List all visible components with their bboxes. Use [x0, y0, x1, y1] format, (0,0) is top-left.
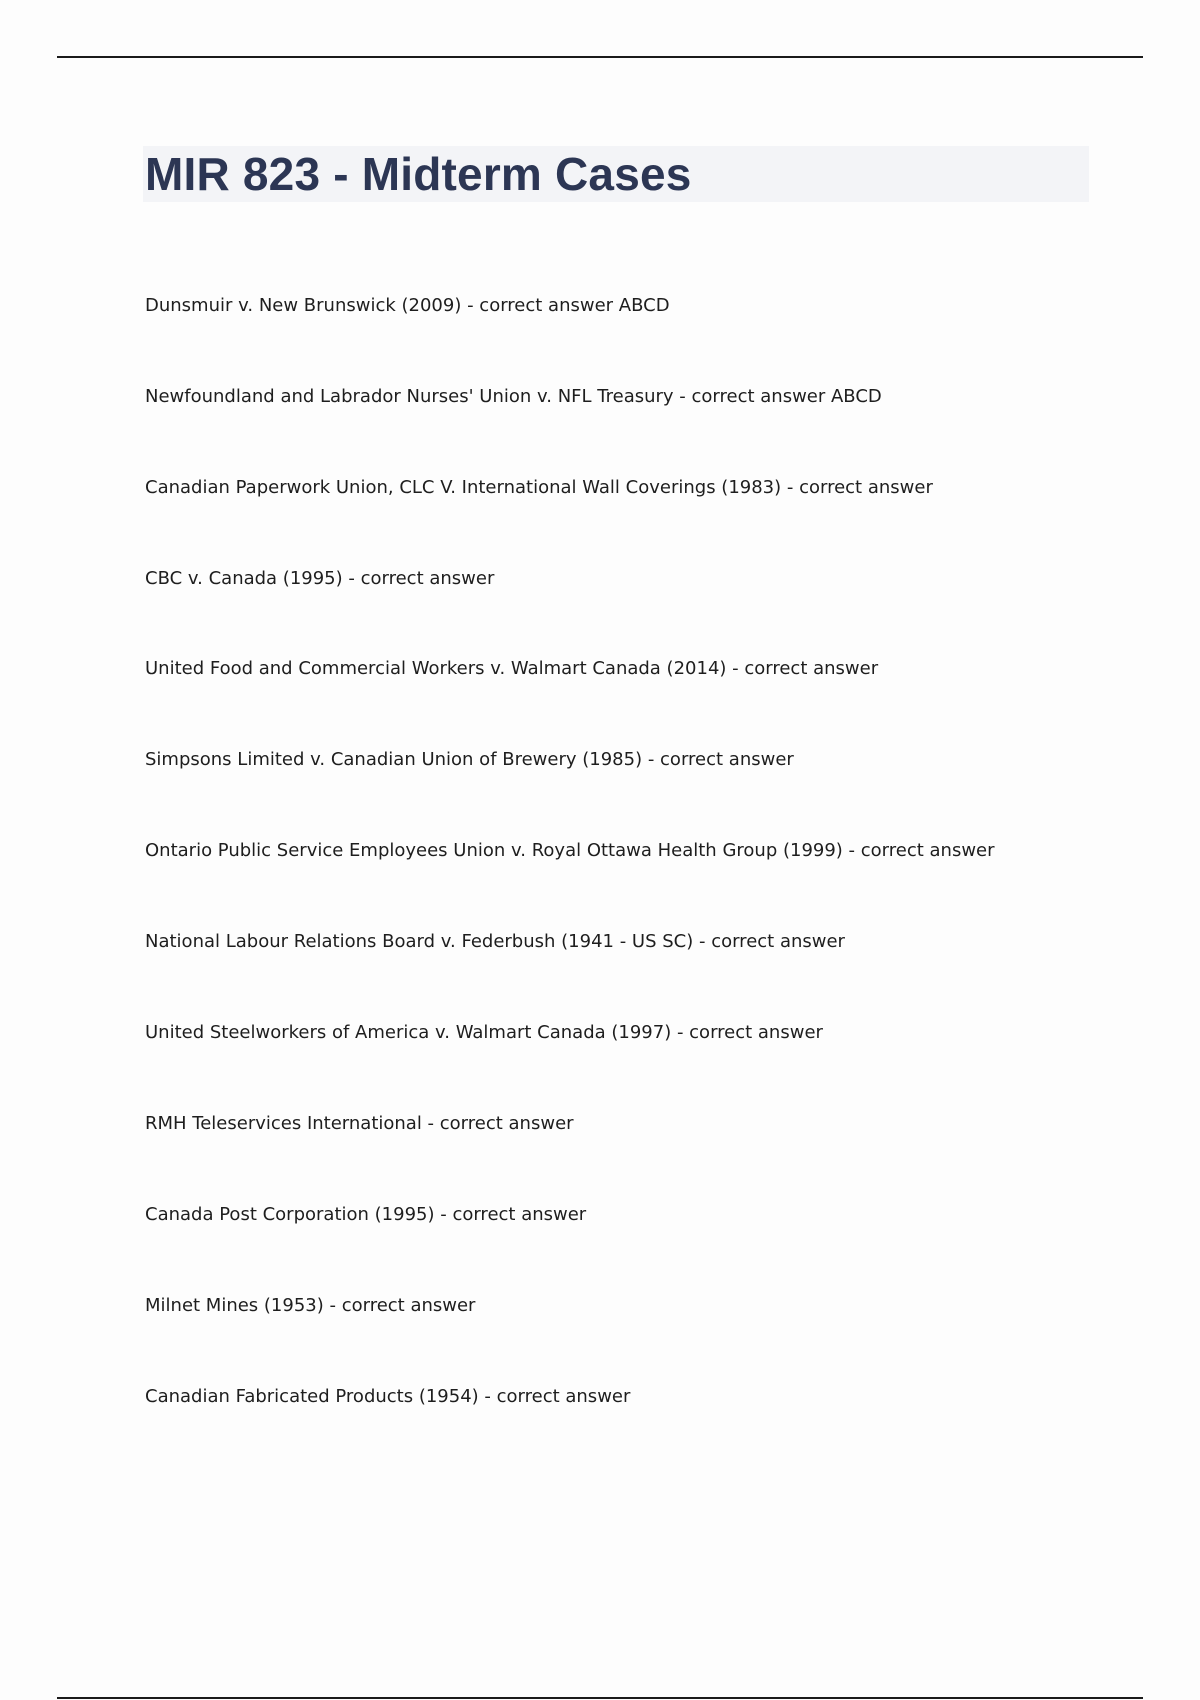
bottom-rule	[57, 1697, 1143, 1699]
list-item: Newfoundland and Labrador Nurses' Union v. NFL Treasury - correct answer ABCD	[145, 386, 882, 407]
list-item: Canadian Fabricated Products (1954) - correct answer	[145, 1386, 631, 1407]
title-band	[143, 146, 1089, 202]
list-item: RMH Teleservices International - correct answer	[145, 1113, 574, 1134]
top-rule	[57, 56, 1143, 58]
list-item: Canadian Paperwork Union, CLC V. International Wall Coverings (1983) - correct answer	[145, 477, 933, 498]
list-item: CBC v. Canada (1995) - correct answer	[145, 568, 495, 589]
list-item: Canada Post Corporation (1995) - correct answer	[145, 1204, 587, 1225]
list-item: Ontario Public Service Employees Union v. Royal Ottawa Health Group (1999) - correct answer	[145, 840, 995, 861]
list-item: United Food and Commercial Workers v. Walmart Canada (2014) - correct answer	[145, 658, 879, 679]
list-item: United Steelworkers of America v. Walmart Canada (1997) - correct answer	[145, 1022, 823, 1043]
list-item: Dunsmuir v. New Brunswick (2009) - correct answer ABCD	[145, 295, 670, 316]
list-item: Milnet Mines (1953) - correct answer	[145, 1295, 476, 1316]
page-title: MIR 823 - Midterm Cases	[145, 148, 692, 200]
list-item: Simpsons Limited v. Canadian Union of Brewery (1985) - correct answer	[145, 749, 794, 770]
list-item: National Labour Relations Board v. Federbush (1941 - US SC) - correct answer	[145, 931, 845, 952]
